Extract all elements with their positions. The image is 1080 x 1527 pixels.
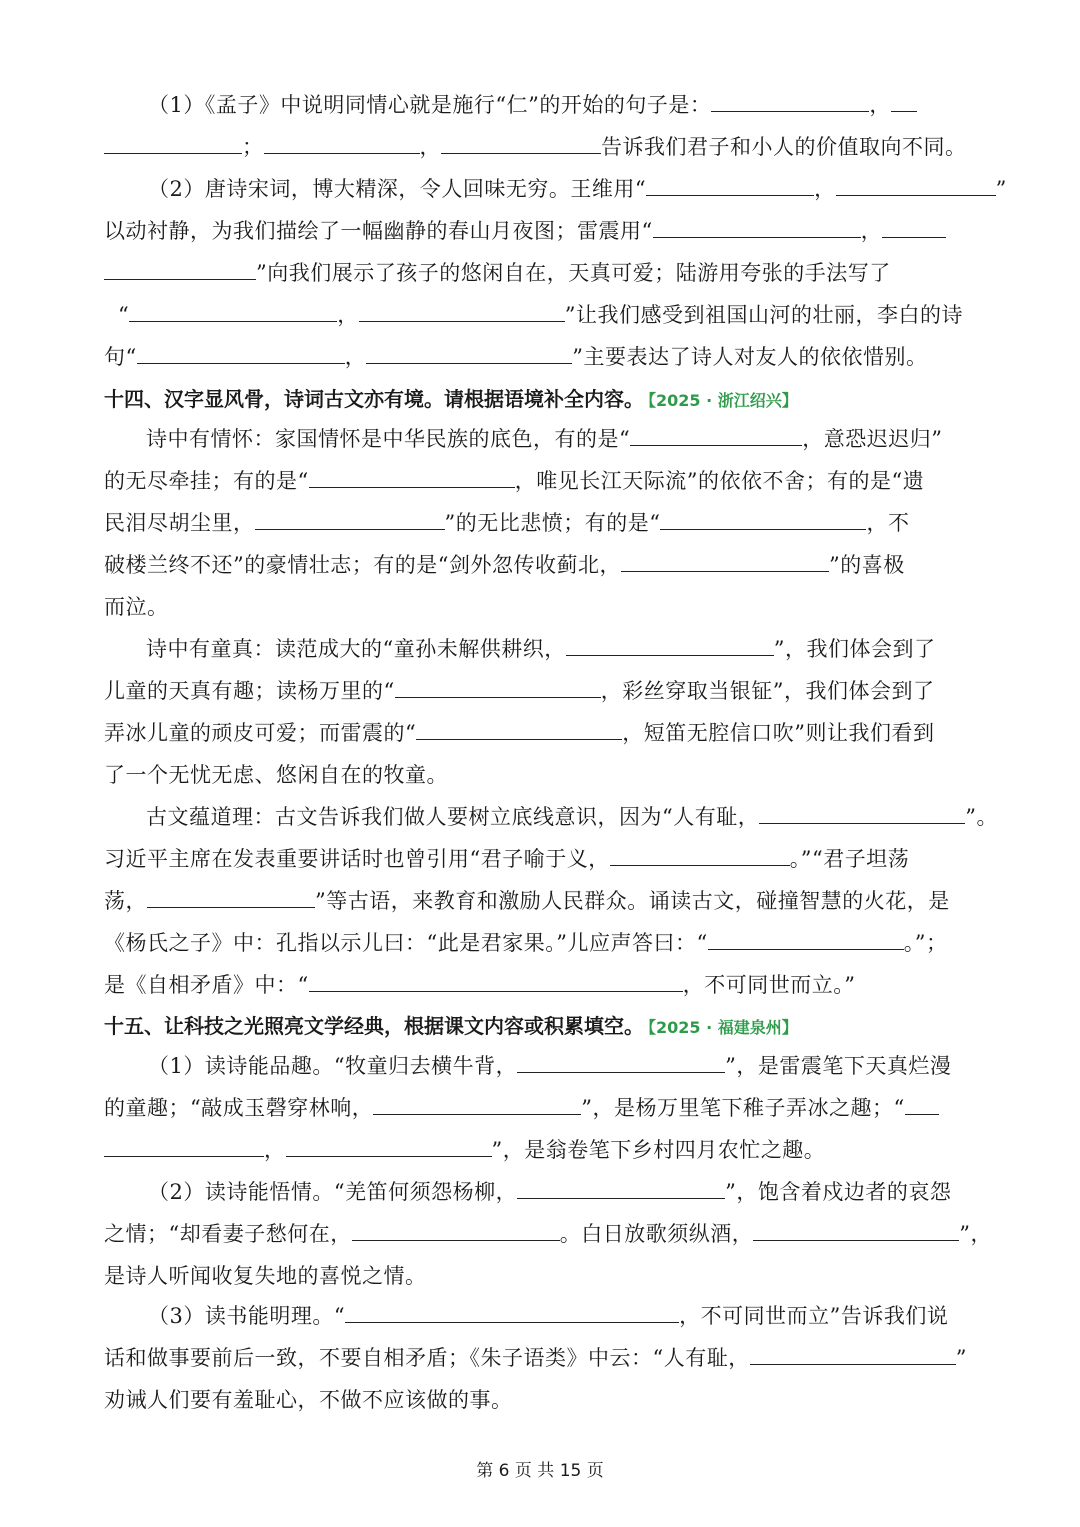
blank[interactable] [891, 89, 917, 112]
blank[interactable] [129, 299, 337, 322]
blank[interactable] [646, 173, 814, 196]
blank[interactable] [711, 89, 869, 112]
s15-q3-line3: 劝诫人们要有羞耻心，不做不应该做的事。 [104, 1388, 513, 1412]
blank[interactable] [366, 341, 572, 364]
blank[interactable] [264, 131, 420, 154]
s13-q2-line5: 句“ ， ”主要表达了诗人对友人的依依惜别。 [104, 341, 980, 373]
blank[interactable] [104, 1134, 264, 1157]
s13-q2-line3: ”向我们展示了孩子的悠闲自在，天真可爱；陆游用夸张的手法写了 [104, 257, 980, 289]
s13-q2-line1: （2）唐诗宋词，博大精深，令人回味无穷。王维用“ ， ” [104, 173, 980, 205]
blank[interactable] [441, 131, 601, 154]
s14-p2-line3: 弄冰儿童的顽皮可爱；而雷震的“ ，短笛无腔信口吹”则让我们看到 [104, 717, 980, 749]
blank[interactable] [345, 1300, 679, 1323]
blank[interactable] [882, 215, 946, 238]
s15-q1-line1: （1）读诗能品趣。“牧童归去横牛背， ”，是雷震笔下天真烂漫 [104, 1050, 980, 1082]
section15-heading: 十五、让科技之光照亮文学经典，根据课文内容或积累填空。 【2025 · 福建泉州】 [104, 1014, 798, 1038]
blank[interactable] [621, 549, 829, 572]
blank[interactable] [286, 1134, 492, 1157]
s13-q1-line2: ； ， 告诉我们君子和小人的价值取向不同。 [104, 131, 980, 163]
s14-p3-line5: 是《自相矛盾》中：“ ，不可同世而立。” [104, 969, 980, 1001]
s14-p1-line5: 而泣。 [104, 595, 169, 619]
blank[interactable] [137, 341, 345, 364]
blank[interactable] [373, 1092, 581, 1115]
blank[interactable] [708, 927, 904, 950]
source-tag: 【2025 · 福建泉州】 [648, 1018, 798, 1037]
blank[interactable] [309, 969, 683, 992]
s14-p3-line3: 荡， ”等古语，来教育和激励人民群众。诵读古文，碰撞智慧的火花，是 [104, 885, 980, 917]
s13-q1-line1: （1）《孟子》中说明同情心就是施行“仁”的开始的句子是： ， [104, 89, 980, 121]
blank[interactable] [653, 215, 861, 238]
s14-p3-line4: 《杨氏之子》中：孔指以示儿曰：“此是君家果。”儿应声答曰：“ 。”； [104, 927, 980, 959]
blank[interactable] [416, 717, 622, 740]
s15-q2-line2: 之情；“却看妻子愁何在， 。白日放歌须纵酒， ”， [104, 1218, 980, 1250]
blank[interactable] [610, 843, 790, 866]
s15-q3-line1: （3）读书能明理。“ ，不可同世而立”告诉我们说 [104, 1300, 980, 1332]
s14-p2-line4: 了一个无忧无虑、悠闲自在的牧童。 [104, 763, 448, 787]
source-tag: 【2025 · 浙江绍兴】 [648, 391, 798, 410]
blank[interactable] [517, 1050, 725, 1073]
blank[interactable] [255, 507, 445, 530]
s15-q1-line2: 的童趣；“敲成玉磬穿林响， ”，是杨万里笔下稚子弄冰之趣；“ [104, 1092, 980, 1124]
blank[interactable] [359, 299, 565, 322]
blank[interactable] [517, 1176, 725, 1199]
s13-q2-line2: 以动衬静，为我们描绘了一幅幽静的春山月夜图；雷震用“ ， [104, 215, 980, 247]
blank[interactable] [352, 1218, 560, 1241]
blank[interactable] [147, 885, 315, 908]
blank[interactable] [566, 633, 774, 656]
s14-p3-line1: 古文蕴道理：古文告诉我们做人要树立底线意识，因为“人有耻， ”。 [104, 801, 980, 833]
s14-p1-line1: 诗中有情怀：家国情怀是中华民族的底色，有的是“ ，意恐迟迟归” [104, 423, 980, 455]
s14-p3-line2: 习近平主席在发表重要讲话时也曾引用“君子喻于义， 。”“君子坦荡 [104, 843, 980, 875]
blank[interactable] [104, 131, 242, 154]
s14-p1-line2: 的无尽牵挂；有的是“ ，唯见长江天际流”的依依不舍；有的是“遗 [104, 465, 980, 497]
s14-p2-line2: 儿童的天真有趣；读杨万里的“ ，彩丝穿取当银钲”，我们体会到了 [104, 675, 980, 707]
blank[interactable] [753, 1218, 959, 1241]
blank[interactable] [395, 675, 601, 698]
blank[interactable] [836, 173, 996, 196]
blank[interactable] [759, 801, 965, 824]
page-number: 第 6 页 共 15 页 [476, 1461, 604, 1481]
blank[interactable] [630, 423, 802, 446]
s14-p1-line4: 破楼兰终不还”的豪情壮志；有的是“剑外忽传收蓟北， ”的喜极 [104, 549, 980, 581]
s15-q1-line3: ， ”，是翁卷笔下乡村四月农忙之趣。 [104, 1134, 980, 1166]
s13-q2-line4: “ ， ”让我们感受到祖国山河的壮丽，李白的诗 [104, 299, 980, 331]
s15-q2-line1: （2）读诗能悟情。“羌笛何须怨杨柳， ”，饱含着戍边者的哀怨 [104, 1176, 980, 1208]
blank[interactable] [104, 257, 256, 280]
s15-q2-line3: 是诗人听闻收复失地的喜悦之情。 [104, 1264, 427, 1288]
blank[interactable] [750, 1342, 956, 1365]
blank[interactable] [309, 465, 515, 488]
s15-q3-line2: 话和做事要前后一致，不要自相矛盾；《朱子语类》中云：“人有耻， ” [104, 1342, 980, 1374]
blank[interactable] [905, 1092, 939, 1115]
blank[interactable] [660, 507, 866, 530]
section14-heading: 十四、汉字显风骨，诗词古文亦有境。请根据语境补全内容。 【2025 · 浙江绍兴】 [104, 387, 798, 411]
s14-p2-line1: 诗中有童真：读范成大的“童孙未解供耕织， ”，我们体会到了 [104, 633, 980, 665]
s14-p1-line3: 民泪尽胡尘里， ”的无比悲愤；有的是“ ，不 [104, 507, 980, 539]
